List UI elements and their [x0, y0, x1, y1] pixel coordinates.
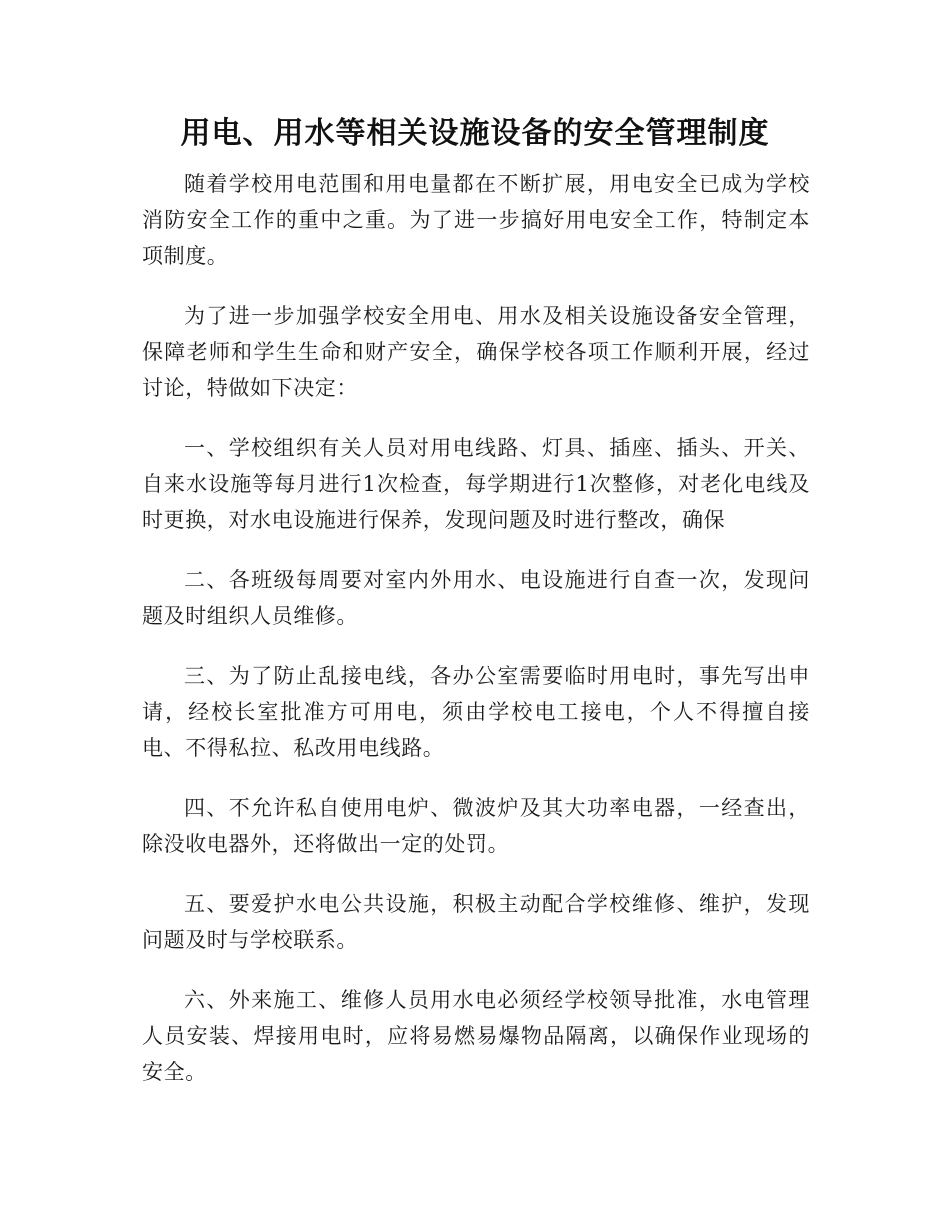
- purpose-paragraph: 为了进一步加强学校安全用电、用水及相关设施设备安全管理，保障老师和学生生命和财产安全，确保学校各项工作顺利开展，经过讨论，特做如下决定：: [142, 304, 810, 400]
- rule-paragraph-1: 一、学校组织有关人员对用电线路、灯具、插座、插头、开关、自来水设施等每月进行1次检查，每学期进行1次整修，对老化电线及时更换，对水电设施进行保养，发现问题及时进行整改，确保: [142, 436, 810, 532]
- document-body: [142, 166, 810, 1114]
- rule-paragraph-6: 六、外来施工、维修人员用水电必须经学校领导批准，水电管理人员安装、焊接用电时，应将易燃易爆物品隔离，以确保作业现场的安全。: [142, 988, 810, 1084]
- rule-paragraph-3: 三、为了防止乱接电线，各办公室需要临时用电时，事先写出申请，经校长室批准方可用电，须由学校电工接电，个人不得擅自接电、不得私拉、私改用电线路。: [142, 664, 810, 760]
- intro-paragraph: 随着学校用电范围和用电量都在不断扩展，用电安全已成为学校消防安全工作的重中之重。为了进一步搞好用电安全工作，特制定本项制度。: [142, 172, 810, 268]
- rule-paragraph-4: 四、不允许私自使用电炉、微波炉及其大功率电器，一经查出，除没收电器外，还将做出一定的处罚。: [142, 796, 810, 856]
- document-title: 用电、用水等相关设施设备的安全管理制度: [180, 116, 770, 151]
- rule-paragraph-2: 二、各班级每周要对室内外用水、电设施进行自查一次，发现问题及时组织人员维修。: [142, 568, 810, 628]
- rule-paragraph-5: 五、要爱护水电公共设施，积极主动配合学校维修、维护，发现问题及时与学校联系。: [142, 892, 810, 952]
